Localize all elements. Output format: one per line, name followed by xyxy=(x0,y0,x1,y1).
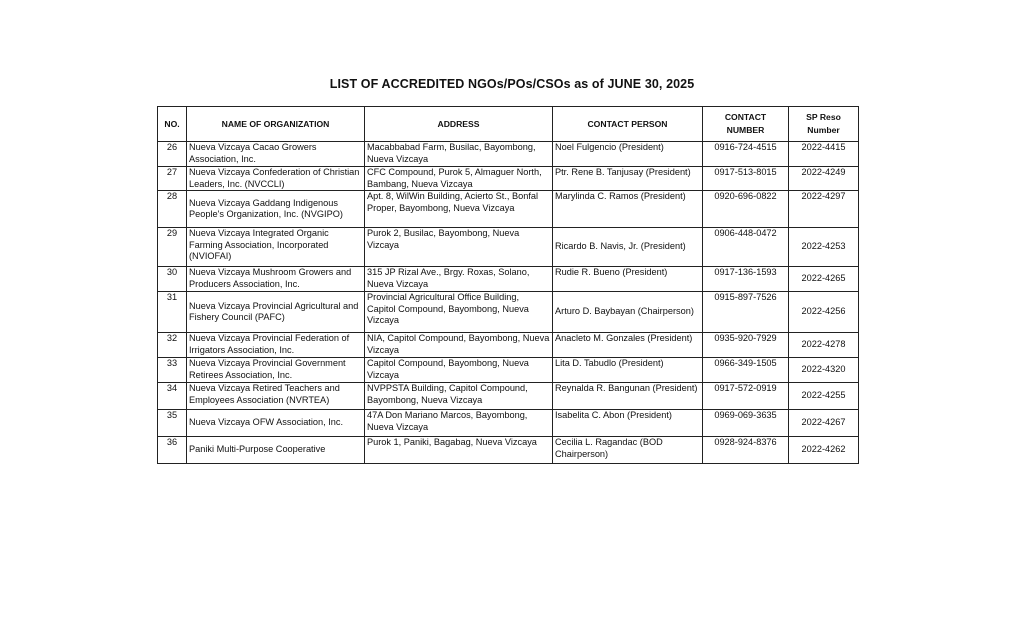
organization-address: Apt. 8, WilWin Building, Acierto St., Bonfal Proper, Bayombong, Nueva Vizcaya xyxy=(365,191,553,228)
organization-address: 315 JP Rizal Ave., Brgy. Roxas, Solano, Nueva Vizcaya xyxy=(365,267,553,292)
organization-name: Nueva Vizcaya Provincial Federation of Irrigators Association, Inc. xyxy=(187,333,365,358)
contact-number: 0920-696-0822 xyxy=(703,191,789,228)
organization-address: Capitol Compound, Bayombong, Nueva Vizcaya xyxy=(365,358,553,383)
contact-number: 0966-349-1505 xyxy=(703,358,789,383)
organization-address: Purok 2, Busilac, Bayombong, Nueva Vizcaya xyxy=(365,228,553,267)
organization-name: Nueva Vizcaya Provincial Agricultural and Fishery Council (PAFC) xyxy=(187,292,365,333)
contact-number: 0916-724-4515 xyxy=(703,142,789,167)
contact-person: Noel Fulgencio (President) xyxy=(553,142,703,167)
row-no: 30 xyxy=(158,267,187,292)
sp-reso-number: 2022-4253 xyxy=(789,228,859,267)
table-row xyxy=(158,437,859,464)
contact-number: 0969-069-3635 xyxy=(703,410,789,437)
row-no: 36 xyxy=(158,437,187,464)
table-row xyxy=(158,358,859,383)
row-no: 28 xyxy=(158,191,187,228)
organization-address: Provincial Agricultural Office Building, Capitol Compound, Bayombong, Nueva Vizcaya xyxy=(365,292,553,333)
organization-name: Nueva Vizcaya OFW Association, Inc. xyxy=(187,410,365,437)
contact-number: 0935-920-7929 xyxy=(703,333,789,358)
header-address: ADDRESS xyxy=(365,107,553,142)
contact-person: Rudie R. Bueno (President) xyxy=(553,267,703,292)
table-row xyxy=(158,142,859,167)
organization-address: NVPPSTA Building, Capitol Compound, Bayombong, Nueva Vizcaya xyxy=(365,383,553,410)
contact-person: Arturo D. Baybayan (Chairperson) xyxy=(553,292,703,333)
organization-name: Nueva Vizcaya Mushroom Growers and Producers Association, Inc. xyxy=(187,267,365,292)
sp-reso-number: 2022-4256 xyxy=(789,292,859,333)
table-row xyxy=(158,228,859,267)
sp-reso-number: 2022-4415 xyxy=(789,142,859,167)
row-no: 32 xyxy=(158,333,187,358)
document-title: LIST OF ACCREDITED NGOs/POs/CSOs as of JUNE 30, 2025 xyxy=(329,77,695,91)
sp-reso-number: 2022-4249 xyxy=(789,167,859,191)
contact-number: 0915-897-7526 xyxy=(703,292,789,333)
contact-person: Anacleto M. Gonzales (President) xyxy=(553,333,703,358)
organization-address: NIA, Capitol Compound, Bayombong, Nueva Vizcaya xyxy=(365,333,553,358)
organization-name: Nueva Vizcaya Confederation of Christian Leaders, Inc. (NVCCLI) xyxy=(187,167,365,191)
organization-name: Nueva Vizcaya Retired Teachers and Employees Association (NVRTEA) xyxy=(187,383,365,410)
sp-reso-number: 2022-4267 xyxy=(789,410,859,437)
table-row xyxy=(158,167,859,191)
table-row xyxy=(158,383,859,410)
table-header-row xyxy=(158,107,859,142)
sp-reso-number: 2022-4297 xyxy=(789,191,859,228)
contact-person: Cecilia L. Ragandac (BOD Chairperson) xyxy=(553,437,703,464)
sp-reso-number: 2022-4278 xyxy=(789,333,859,358)
table-row xyxy=(158,191,859,228)
contact-number: 0917-572-0919 xyxy=(703,383,789,410)
organization-name: Nueva Vizcaya Integrated Organic Farming Association, Incorporated (NVIOFAI) xyxy=(187,228,365,267)
row-no: 31 xyxy=(158,292,187,333)
contact-person: Lita D. Tabudlo (President) xyxy=(553,358,703,383)
contact-number: 0917-513-8015 xyxy=(703,167,789,191)
contact-person: Reynalda R. Bangunan (President) xyxy=(553,383,703,410)
contact-number: 0928-924-8376 xyxy=(703,437,789,464)
row-no: 27 xyxy=(158,167,187,191)
organization-name: Paniki Multi-Purpose Cooperative xyxy=(187,437,365,464)
header-contact-person: CONTACT PERSON xyxy=(553,107,703,142)
table-row xyxy=(158,292,859,333)
header-contact-number: CONTACT NUMBER xyxy=(703,107,789,142)
organization-address: CFC Compound, Purok 5, Almaguer North, Bambang, Nueva Vizcaya xyxy=(365,167,553,191)
organization-address: Macabbabad Farm, Busilac, Bayombong, Nueva Vizcaya xyxy=(365,142,553,167)
contact-number: 0917-136-1593 xyxy=(703,267,789,292)
contact-person: Isabelita C. Abon (President) xyxy=(553,410,703,437)
contact-person: Ptr. Rene B. Tanjusay (President) xyxy=(553,167,703,191)
sp-reso-number: 2022-4320 xyxy=(789,358,859,383)
table-row xyxy=(158,333,859,358)
row-no: 35 xyxy=(158,410,187,437)
organization-name: Nueva Vizcaya Provincial Government Retirees Association, Inc. xyxy=(187,358,365,383)
contact-person: Ricardo B. Navis, Jr. (President) xyxy=(553,228,703,267)
organization-name: Nueva Vizcaya Gaddang Indigenous People's Organization, Inc. (NVGIPO) xyxy=(187,191,365,228)
contact-number: 0906-448-0472 xyxy=(703,228,789,267)
table-row xyxy=(158,410,859,437)
row-no: 26 xyxy=(158,142,187,167)
table-row xyxy=(158,267,859,292)
header-no: NO. xyxy=(158,107,187,142)
sp-reso-number: 2022-4262 xyxy=(789,437,859,464)
row-no: 34 xyxy=(158,383,187,410)
sp-reso-number: 2022-4255 xyxy=(789,383,859,410)
row-no: 29 xyxy=(158,228,187,267)
header-organization: NAME OF ORGANIZATION xyxy=(187,107,365,142)
organization-name: Nueva Vizcaya Cacao Growers Association, Inc. xyxy=(187,142,365,167)
sp-reso-number: 2022-4265 xyxy=(789,267,859,292)
organization-address: Purok 1, Paniki, Bagabag, Nueva Vizcaya xyxy=(365,437,553,464)
row-no: 33 xyxy=(158,358,187,383)
header-sp-reso: SP Reso Number xyxy=(789,107,859,142)
organization-address: 47A Don Mariano Marcos, Bayombong, Nueva Vizcaya xyxy=(365,410,553,437)
accredited-organizations-table xyxy=(157,106,859,464)
contact-person: Marylinda C. Ramos (President) xyxy=(553,191,703,228)
